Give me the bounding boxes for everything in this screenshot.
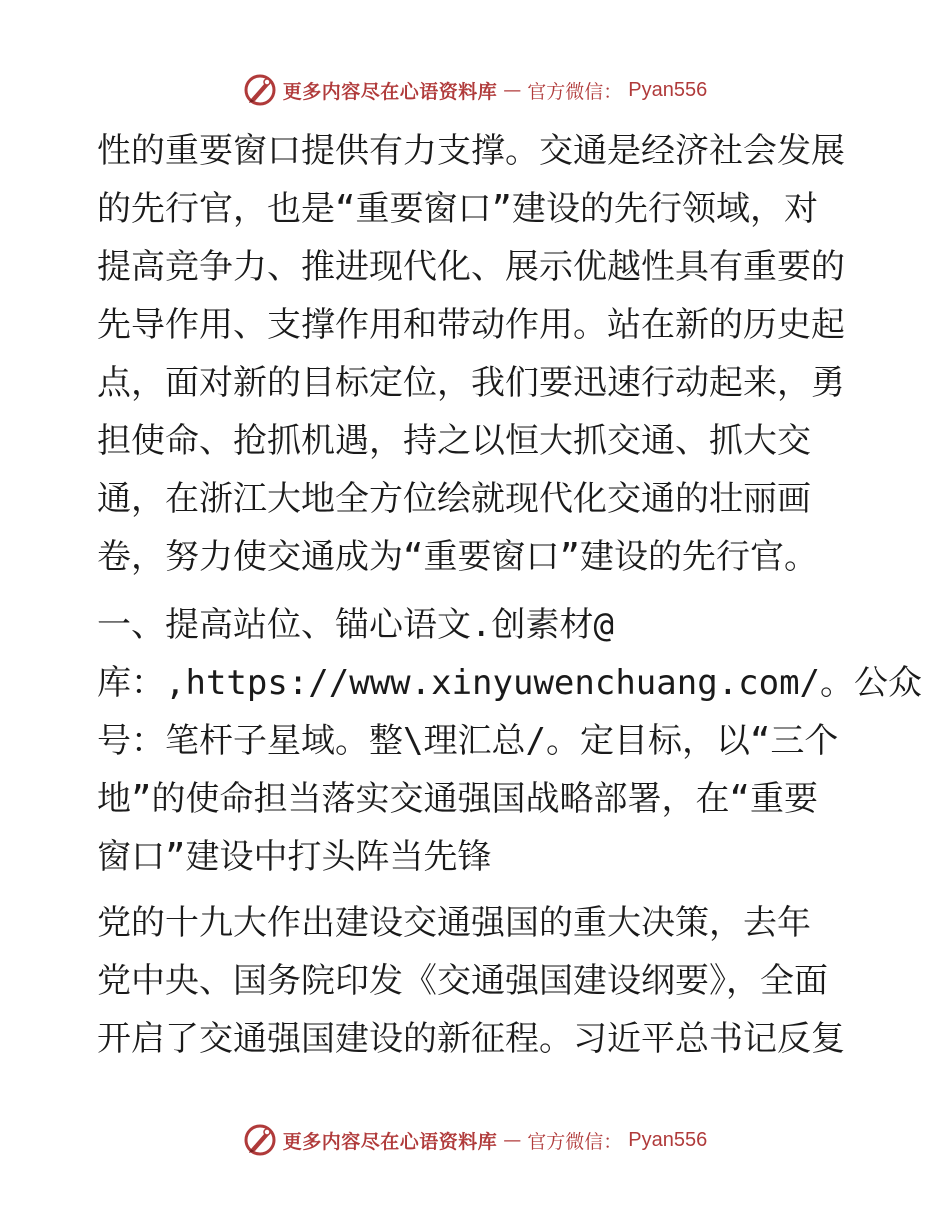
text-line: 提高竞争力、推进现代化、展示优越性具有重要的	[97, 247, 845, 287]
heading-line: 窗口”建设中打头阵当先锋	[97, 837, 492, 877]
text-line: 点，面对新的目标定位，我们要迅速行动起来，勇	[97, 363, 845, 403]
text-line: 党中央、国务院印发《交通强国建设纲要》，全面	[97, 961, 828, 1001]
text-line: 担使命、抢抓机遇，持之以恒大抓交通、抓大交	[97, 421, 811, 461]
paragraph-2	[97, 894, 857, 1068]
text-line: 通，在浙江大地全方位绘就现代化交通的壮丽画	[97, 479, 811, 519]
banner-wechat-label: 官方微信：	[527, 80, 623, 103]
heading-line: 库：,https://www.xinyuwenchuang.com/。公众	[97, 663, 923, 703]
text-line: 的先行官，也是“重要窗口”建设的先行领域，对	[97, 189, 818, 229]
footer-banner	[0, 1118, 950, 1162]
section-heading-1	[97, 596, 923, 886]
document-body	[97, 122, 923, 1068]
header-banner	[0, 68, 950, 112]
banner-wechat-id: Pyan556	[628, 78, 708, 101]
banner-wechat-label: 官方微信：	[527, 1130, 623, 1153]
pen-logo-icon	[243, 73, 277, 107]
text-line: 开启了交通强国建设的新征程。习近平总书记反复	[97, 1019, 845, 1059]
banner-brand-text: 更多内容尽在心语资料库	[282, 1130, 498, 1153]
pen-logo-icon	[243, 1123, 277, 1157]
banner-dash: —	[503, 79, 522, 101]
banner-brand-text: 更多内容尽在心语资料库	[282, 80, 498, 103]
text-line: 卷，努力使交通成为“重要窗口”建设的先行官。	[97, 537, 818, 577]
text-line: 性的重要窗口提供有力支撑。交通是经济社会发展	[97, 131, 845, 171]
banner-dash: —	[503, 1129, 522, 1151]
text-line: 党的十九大作出建设交通强国的重大决策，去年	[97, 903, 811, 943]
heading-line: 号：笔杆子星域。整\理汇总/。定目标，以“三个	[97, 721, 839, 761]
text-line: 先导作用、支撑作用和带动作用。站在新的历史起	[97, 305, 845, 345]
heading-line: 地”的使命担当落实交通强国战略部署，在“重要	[97, 779, 818, 819]
paragraph-1	[97, 122, 857, 586]
banner-wechat-id: Pyan556	[628, 1128, 708, 1151]
heading-line: 一、提高站位、锚心语文.创素材@	[97, 605, 614, 645]
